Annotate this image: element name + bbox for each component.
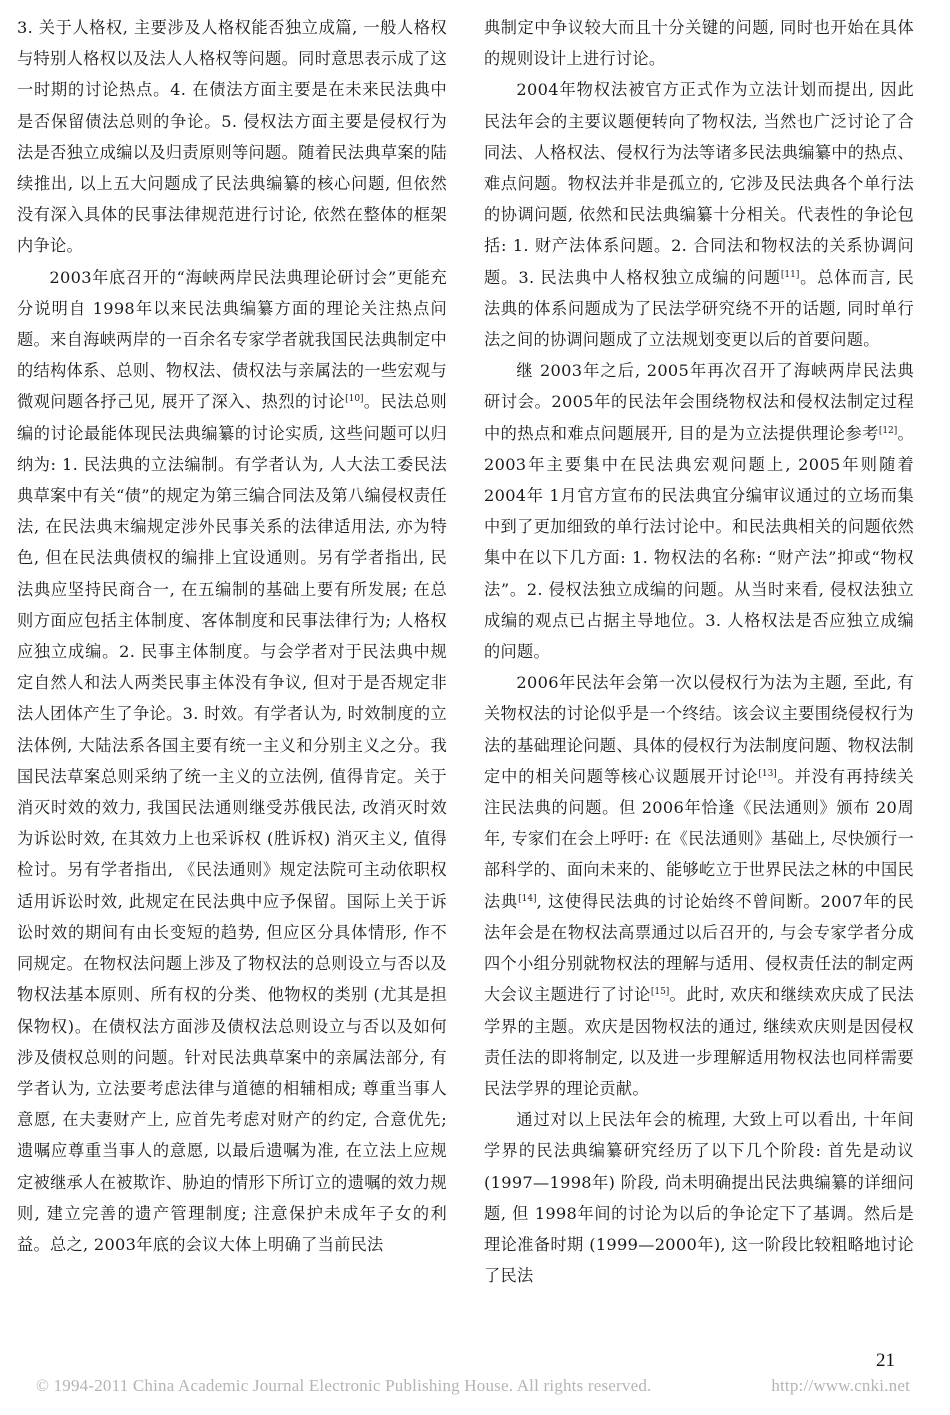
citation-ref: [12] bbox=[878, 425, 898, 436]
paragraph-text: 2004年物权法被官方正式作为立法计划而提出, 因此民法年会的主要议题便转向了物权法, 当然也广泛讨论了合同法、人格权法、侵权行为法等诸多民法典编纂中的热点、难点问题。物权法并非是孤立的, 它涉及民法典各个单行法的协调问题, 依然和民法典编纂十分相关。代表性的争论包括: 1. 财产法体系问题。2. 合同法和物权法的关系协调问题。3. 民法典中人格权独立成编的问题 bbox=[484, 80, 914, 287]
paragraph bbox=[17, 262, 447, 1261]
paragraph-text: 。民法总则编的讨论最能体现民法典编纂的讨论实质, 这些问题可以归纳为: 1. 民法典的立法编制。有学者认为, 人大法工委民法典草案中有关“债”的规定为第三编合同法及第八编侵权责任法, 在民法典末编规定涉外民事关系的法律适用法, 亦为特色, 但在民法典债权的编排上宜设通则。另有学者指出, 民法典应坚持民商合一, 在五编制的基础上要有所发展; 在总则方面应包括主体制度、客体制度和民事法律行为; 人格权应独立成编。2. 民事主体制度。与会学者对于民法典中规定自然人和法人两类民事主体没有争议, 但对于是否规定非法人团体产生了争论。3. 时效。有学者认为, 时效制度的立法体例, 大陆法系各国主要有统一主义和分别主义之分。我国民法草案总则采纳了统一主义的立法例, 值得肯定。关于消灭时效的效力, 我国民法通则继受苏俄民法, 改消灭时效为诉讼时效, 在其效力上也采诉权 (胜诉权) 消灭主义, 值得检讨。另有学者指出, 《民法通则》规定法院可主动依职权适用诉讼时效, 此规定在民法典中应予保留。国际上关于诉讼时效的期间有由长变短的趋势, 但应区分具体情形, 作不同规定。在物权法问题上涉及了物权法的总则设立与否以及物权法基本原则、所有权的分类、他物权的类别 (尤其是担保物权)。在债权法方面涉及债权法总则设立与否以及如何涉及债权总则的问题。针对民法典草案中的亲属法部分, 有学者认为, 立法要考虑法律与道德的相辅相成; 尊重当事人意愿, 在夫妻财产上, 应首先考虑对财产的约定, 合意优先; 遗嘱应尊重当事人的意愿, 以最后遗嘱为准, 在立法上应规定被继承人在被欺诈、胁迫的情形下所订立的遗嘱的效力规则, 建立完善的遗产管理制度; 注意保护未成年子女的利益。总之, 2003年底的会议大体上明确了当前民法 bbox=[17, 392, 447, 1254]
copyright-footer bbox=[36, 1376, 916, 1396]
citation-ref: [13] bbox=[758, 768, 777, 779]
footer-url[interactable]: http://www.cnki.net bbox=[771, 1376, 910, 1395]
paragraph-text: , 这使得民法典的讨论始终不曾间断。2007年的民法年会是在物权法高票通过以后召开的, 与会专家学者分成四个小组分别就物权法的理解与适用、侵权责任法的制定两大会议主题进行了讨论 bbox=[484, 891, 914, 1005]
paragraph-text: 2003年底召开的“海峡两岸民法典理论研讨会”更能充分说明自 1998年以来民法典编纂方面的理论关注热点问题。来自海峡两岸的一百余名专家学者就我国民法典制定中的结构体系、总则、物权法、债权法与亲属法的一些宏观与微观问题各抒己见, 展开了深入、热烈的讨论 bbox=[17, 267, 447, 412]
paragraph-text: 2006年民法年会第一次以侵权行为法为主题, 至此, 有关物权法的讨论似乎是一个终结。该会议主要围绕侵权行为法的基础理论问题、具体的侵权行为法制度问题、物权法制定中的相关问题等核心议题展开讨论 bbox=[484, 673, 914, 786]
paragraph: 3. 关于人格权, 主要涉及人格权能否独立成篇, 一般人格权与特别人格权以及法人人格权等问题。同时意思表示成了这一时期的讨论热点。4. 在债法方面主要是在未来民法典中是否保留债法总则的争论。5. 侵权法方面主要是侵权行为法是否独立成编以及归责原则等问题。随着民法典草案的陆续推出, 以上五大问题成了民法典编纂的核心问题, 但依然没有深入具体的民事法律规范进行讨论, 依然在整体的框架内争论。 bbox=[17, 18, 447, 256]
left-column bbox=[17, 12, 447, 1260]
citation-ref: [15] bbox=[650, 987, 670, 998]
citation-ref: [14] bbox=[518, 893, 537, 904]
paragraph-text: 。并没有再持续关注民法典的问题。但 2006年恰逢《民法通则》颁布 20周年, 专家们在会上呼吁: 在《民法通则》基础上, 尽快颁行一部科学的、面向未来的、能够屹立于世界民法之林的中国民法典 bbox=[484, 766, 914, 911]
paragraph bbox=[484, 355, 914, 667]
paragraph-text: 。此时, 欢庆和继续欢庆成了民法学界的主题。欢庆是因物权法的通过, 继续欢庆则是因侵权责任法的即将制定, 以及进一步理解适用物权法也同样需要民法学界的理论贡献。 bbox=[484, 985, 914, 1098]
copyright-text: © 1994-2011 China Academic Journal Electronic Publishing House. All rights reserved. bbox=[36, 1376, 652, 1395]
paragraph-text: 继 2003年之后, 2005年再次召开了海峡两岸民法典研讨会。2005年的民法年会围绕物权法和侵权法制定过程中的热点和难点问题展开, 目的是为立法提供理论参考 bbox=[484, 361, 914, 443]
right-column bbox=[484, 12, 914, 1291]
page-number: 21 bbox=[876, 1350, 895, 1371]
paragraph-text: 。2003年主要集中在民法典宏观问题上, 2005年则随着 2004年 1月官方宣布的民法典宜分编审议通过的立场而集中到了更加细致的单行法讨论中。和民法典相关的问题依然集中在以下几方面: 1. 物权法的名称: “财产法”抑或“物权法”。2. 侵权法独立成编的问题。从当时来看, 侵权法独立成编的观点已占据主导地位。3. 人格权法是否应独立成编的问题。 bbox=[484, 423, 914, 662]
citation-ref: [10] bbox=[345, 394, 364, 405]
paragraph bbox=[484, 74, 914, 355]
citation-ref: [11] bbox=[780, 269, 800, 280]
paragraph-text: 。总体而言, 民法典的体系问题成为了民法学研究绕不开的话题, 同时单行法之间的协调问题成了立法规划变更以后的首要问题。 bbox=[484, 267, 914, 350]
paragraph: 典制定中争议较大而且十分关键的问题, 同时也开始在具体的规则设计上进行讨论。 bbox=[484, 18, 914, 69]
paragraph: 通过对以上民法年会的梳理, 大致上可以看出, 十年间学界的民法典编纂研究经历了以下几个阶段: 首先是动议 (1997—1998年) 阶段, 尚未明确提出民法典编纂的详细问题, 但 1998年间的讨论为以后的争论定下了基调。然后是理论准备时期 (1999—2000年), 这一阶段比较粗略地讨论了民法 bbox=[484, 1110, 914, 1286]
paragraph bbox=[484, 667, 914, 1104]
